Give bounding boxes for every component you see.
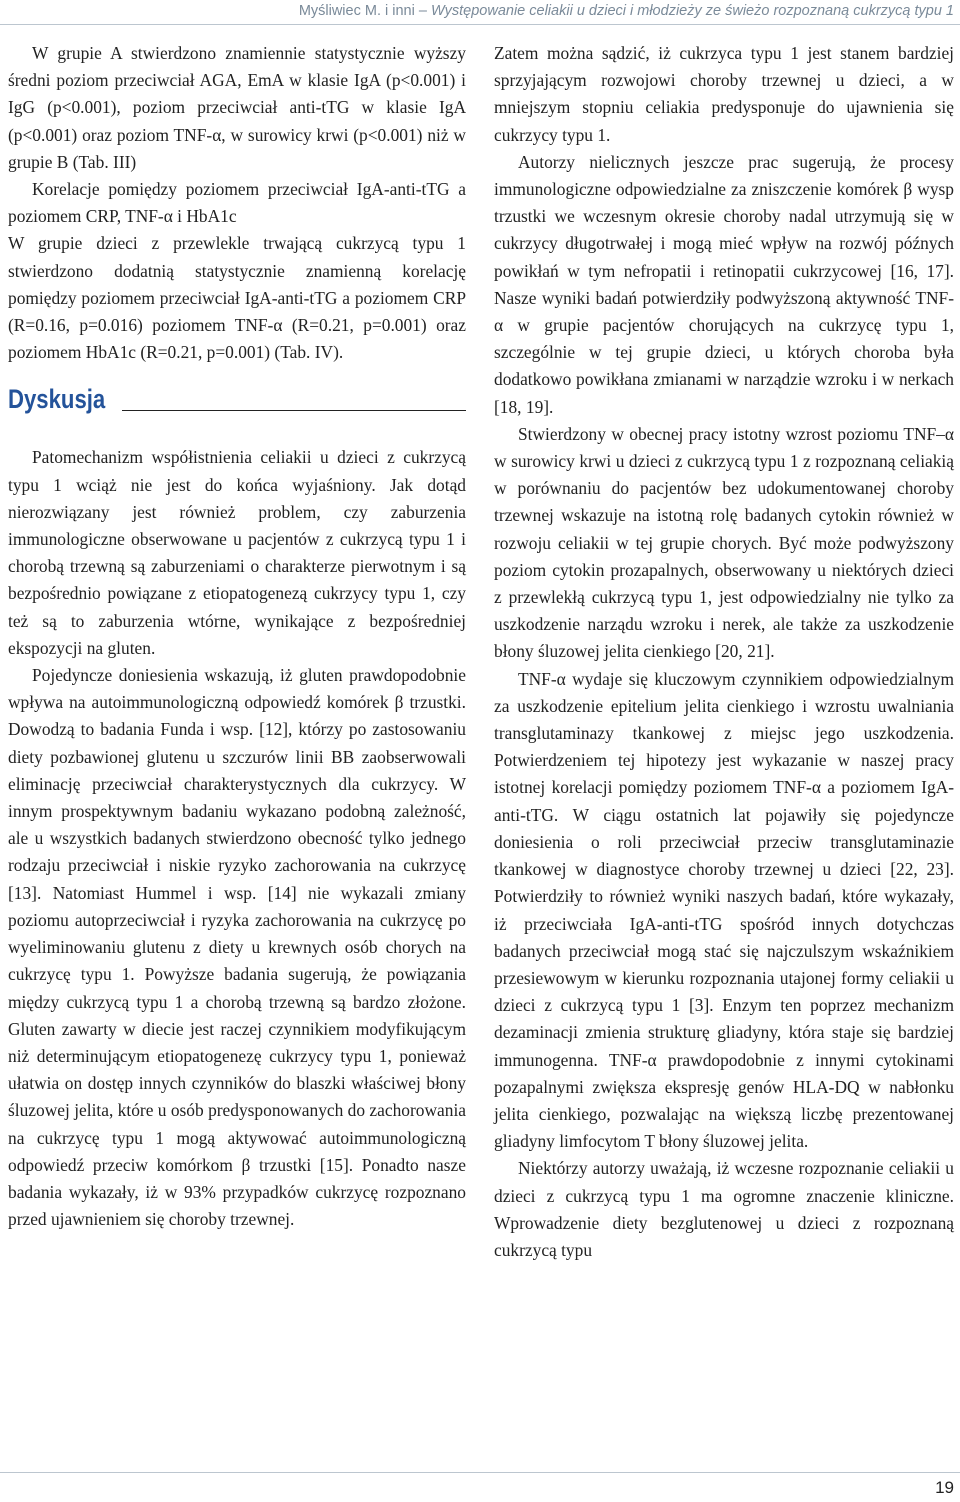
running-header [0, 0, 960, 26]
footer-divider [0, 1472, 960, 1473]
paragraph-early-diagnosis: Niektórzy autorzy uważają, iż wczesne rozpoznanie celiakii u dzieci z cukrzycą typu 1 ma ogromne znaczenie kliniczne. Wprowadzenie diety bezglutenowej u dzieci z rozpoznaną cukrzycą typu [494, 1158, 954, 1260]
paragraph-group-a-results: W grupie A stwierdzono znamiennie statystycznie wyższy średni poziom przeciwciał AGA, EmA w klasie IgA (p<0.001) i IgG (p<0.001), poziom przeciwciał anti-tTG w klasie IgA (p<0.001) oraz poziom TNF-α, w surowicy krwi (p<0.001) niż w grupie B (Tab. III) [8, 43, 466, 172]
paragraph-gluten-studies: Pojedyncze doniesienia wskazują, iż gluten prawdopodobnie wpływa na autoimmunologiczną odpowiedź komórek β trzustki. Dowodzą to badania Funda i wsp. [12], którzy po zastosowaniu diety pozbawionej glutenu u szczurów linii BB zaobserwowali eliminację przeciwciał charakterystycznych dla cukrzycy. W innym prospektywnym badaniu wykazano podobną zależność, ale u wszystkich badanych stwierdzono obecność tylko jednego rodzaju przeciwciał i niskie ryzyko zachorowania na cukrzycę [13]. Natomiast Hummel i wsp. [14] nie wykazali zmiany poziomu autoprzeciwciał i ryzyka zachorowania na cukrzycę po wyeliminowaniu glutenu z diety u krewnych osób chorych na cukrzycę typu 1. Powyższe badania sugerują, że powiązania między cukrzycą typu 1 a chorobą trzewną są bardzo złożone. Gluten zawarty w diecie jest raczej czynnikiem modyfikującym niż determinującym etiopatogenezę cukrzycy typu 1, ponieważ ułatwia on dostęp innych czynników do blaszki właściwej błony śluzowej jelita, które u osób predysponowanych do zachorowania na cukrzycę typu 1 mogą aktywować autoimmunologiczną odpowiedź przeciw komórkom β trzustki [15]. Ponadto nasze badania wykazały, iż w 93% przypadków cukrzycę rozpoznano przed ujawnieniem się choroby trzewnej. [8, 665, 466, 1230]
section-title: Dyskusja [8, 384, 106, 415]
header-authors: Myśliwiec M. i inni – [298, 3, 431, 19]
header-article-title: Występowanie celiakii u dzieci i młodzieży ze świeżo rozpoznaną cukrzycą typu 1 [430, 3, 954, 19]
header-divider [0, 24, 960, 25]
paragraph-tnf-key-factor: TNF-α wydaje się kluczowym czynnikiem odpowiedzialnym za uszkodzenie epitelium jelita cienkiego i wzrostu uwalniania transglutaminazy tkankowej z miejsc jego uszkodzenia. Potwierdzeniem tej hipotezy jest wykazanie w naszej pracy istotnej korelacji pomiędzy poziomem TNF-α a poziomem IgA-anti-tTG. W ciągu ostatnich lat pojawiły się pojedyncze doniesienia o roli przeciwciał przeciw transglutaminazie tkankowej w diagnostyce choroby trzewnej u dzieci [22, 23]. Potwierdziły to również wyniki naszych badań, które wykazały, iż przeciwciała IgA-anti-tTG spośród innych dotychczas badanych przeciwciał mogą stać się najczulszym wskaźnikiem przesiewowym w kierunku rozpoznania utajonej formy celiakii u dzieci z cukrzycą typu 1 [3]. Enzym ten poprzez mechanizm dezaminacji zmienia strukturę gliadyny, która staje się bardziej immunogenna. TNF-α prawdopodobnie z innymi cytokinami pozapalnymi zwiększa ekspresję genów HLA-DQ w nabłonku jelita cienkiego, pozwalając na większą liczbę prezentowanej gliadyny limfocytom T błony śluzowej jelita. [494, 668, 954, 1152]
left-column [8, 40, 466, 1233]
paragraph-immunological-processes: Autorzy nielicznych jeszcze prac sugerują, że procesy immunologiczne odpowiedzialne za zniszczenie komórek β wysp trzustki we wczesnym okresie choroby nadal utrzymują się w cukrzycy długotrwałej i mogą mieć wpływ na rozwój późnych powikłań w tym nefropatii i retinopatii cukrzycowej [16, 17]. Nasze wyniki badań potwierdziły podwyższoną aktywność TNF-α w grupie pacjentów chorujących na cukrzycę typu 1, szczególnie w tej grupie dzieci, u których choroba była dodatkowo powikłana zmianami w narządzie wzroku i w nerkach [18, 19]. [494, 151, 954, 417]
paragraph-pathomechanism: Patomechanizm współistnienia celiakii u dzieci z cukrzycą typu 1 wciąż nie jest do końca wyjaśniony. Jak dotąd nierozwiązany jest również problem, czy zaburzenia immunologiczne obserwowane u pacjentów z cukrzycą typu 1 i chorobą trzewną są zaburzeniami o charakterze pierwotnym i są bezpośrednio powiązane z etiopatogenezą cukrzycy typu 1, czy też są to zaburzenia wtórne, wynikające z bezpośredniej ekspozycji na gluten. [8, 447, 466, 658]
right-column [494, 40, 954, 1264]
paragraph-correlation-results: W grupie dzieci z przewlekle trwającą cukrzycą typu 1 stwierdzono dodatnią statystycznie znamienną korelację pomiędzy poziomem przeciwciał IgA-anti-tTG a poziomem CRP (R=0.16, p=0.016) poziomem TNF-α (R=0.21, p=0.001) oraz poziomem HbA1c (R=0.21, p=0.001) (Tab. IV). [8, 233, 466, 363]
subheading-correlations: Korelacje pomiędzy poziomem przeciwciał IgA-anti-tTG a poziomem CRP, TNF-α i HbA1c [8, 179, 466, 227]
section-heading-rule [122, 410, 466, 411]
page-number: 19 [935, 1478, 954, 1497]
paragraph-tnf-increase: Stwierdzony w obecnej pracy istotny wzrost poziomu TNF–α w surowicy krwi u dzieci z cukrzycą typu 1 z rozpoznaną celiakią w porównaniu do pacjentów bez udokumentowanej choroby trzewnej wskazuje na istotną rolę badanych cytokin również w rozwoju celiakii w tej grupie chorych. Być może podwyższony poziom cytokin prozapalnych, obserwowany u niektórych dzieci z przewlekłą cukrzycą typu 1, jest odpowiedzialny nie tylko za uszkodzenie narządu wzroku i nerek, ale także za uszkodzenie błony śluzowej jelita cienkiego [20, 21]. [494, 423, 954, 662]
section-heading [8, 384, 466, 414]
paragraph-conclusion-diabetes: Zatem można sądzić, iż cukrzyca typu 1 jest stanem bardziej sprzyjającym rozwojowi choroby trzewnej u dzieci, a w mniejszym stopniu celiakia predysponuje do ujawnienia się cukrzycy typu 1. [494, 43, 954, 145]
